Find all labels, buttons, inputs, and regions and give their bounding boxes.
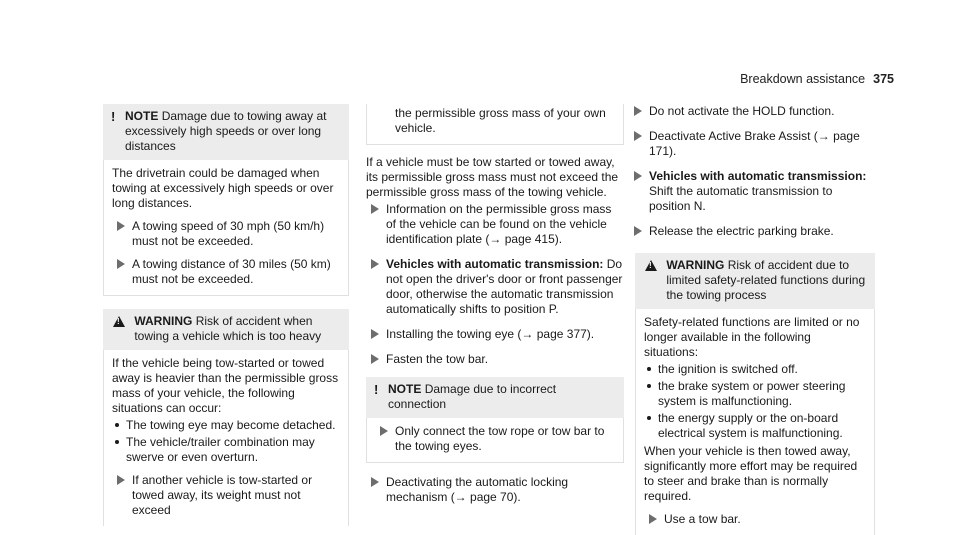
step-item: Deactivating the automatic locking mechanism (→ page 70).	[366, 475, 624, 505]
notice-body	[103, 160, 349, 296]
warning-body	[103, 350, 349, 526]
warning-header	[635, 253, 875, 309]
step-arrow-icon	[117, 259, 125, 269]
warning-title: Risk of accident when towing a vehicle which is too heavy	[134, 314, 322, 343]
step-arrow-icon	[117, 475, 125, 485]
bullet-item: the brake system or power steering system is malfunctioning.	[644, 379, 866, 409]
step-item: Do not activate the HOLD function.	[629, 104, 875, 119]
notice-icon: !	[374, 382, 379, 397]
warning-continuation: the permissible gross mass of your own vehicle.	[366, 104, 624, 145]
notice-label: NOTE	[125, 109, 159, 123]
step-arrow-icon	[634, 171, 642, 181]
step-arrow-icon	[634, 131, 642, 141]
step-arrow-icon	[117, 221, 125, 231]
column-3	[629, 104, 875, 535]
step-item: If another vehicle is tow-started or towed away, its weight must not exceed	[112, 473, 340, 518]
step-arrow-icon	[371, 204, 379, 214]
step-item: A towing speed of 30 mph (50 km/h) must not be exceeded.	[112, 219, 340, 249]
step-item: Installing the towing eye (→ page 377).	[366, 327, 624, 342]
warning-label: WARNING	[666, 258, 725, 272]
page-header	[740, 72, 894, 86]
step-arrow-icon	[371, 259, 379, 269]
step-item: Only connect the tow rope or tow bar to the towing eyes.	[366, 418, 624, 463]
notice-header	[103, 104, 349, 160]
bullet-item: The towing eye may become detached.	[112, 418, 340, 433]
step-arrow-icon	[649, 514, 657, 524]
warning-box	[103, 309, 349, 526]
step-arrow-icon	[634, 106, 642, 116]
step-item: Vehicles with automatic transmission: Do not open the driver's door or front passenger door, otherwise the automatic transmission automatically shifts to position P.	[366, 257, 624, 317]
step-arrow-icon	[634, 226, 642, 236]
warning-title: Risk of accident due to limited safety-related functions during the towing process	[666, 258, 866, 302]
step-arrow-icon	[371, 329, 379, 339]
warning-label: WARNING	[134, 314, 193, 328]
warning-text: If the vehicle being tow-started or towed away is heavier than the permissible gross mass of your vehicle, the following situations can occur:	[112, 356, 339, 415]
notice-header	[366, 377, 624, 418]
notice-title: Damage due to towing away at excessively high speeds or over long distances	[125, 109, 327, 153]
warning-paragraph: When your vehicle is then towed away, significantly more effort may be required to steer and brake than is normally required.	[644, 444, 858, 503]
step-arrow-icon	[371, 354, 379, 364]
notice-box	[103, 104, 349, 296]
notice-title: Damage due to incorrect connection	[388, 382, 557, 411]
column-2	[366, 104, 624, 505]
column-1	[103, 104, 349, 526]
step-item: Use a tow bar.	[644, 512, 866, 527]
warning-body	[635, 309, 875, 535]
page-number: 375	[873, 72, 894, 86]
step-arrow-icon	[371, 477, 379, 487]
warning-icon: !	[113, 316, 125, 327]
step-item: Release the electric parking brake.	[629, 224, 875, 239]
warning-header	[103, 309, 349, 350]
bullet-item: the ignition is switched off.	[644, 362, 866, 377]
notice-label: NOTE	[388, 382, 422, 396]
step-item: Deactivate Active Brake Assist (→ page 171).	[629, 129, 875, 159]
bullet-item: The vehicle/trailer combination may swerve or even overturn.	[112, 435, 340, 465]
warning-icon: !	[645, 260, 657, 271]
notice-box	[366, 377, 624, 463]
step-item: Vehicles with automatic transmission: Shift the automatic transmission to position N.	[629, 169, 875, 214]
section-title: Breakdown assistance	[740, 72, 866, 86]
paragraph: If a vehicle must be tow started or towed away, its permissible gross mass must not exceed the permissible gross mass of the towing vehicle.	[366, 155, 619, 199]
notice-text: The drivetrain could be damaged when towing at excessively high speeds or over long distances.	[112, 166, 334, 210]
notice-icon: !	[111, 109, 116, 124]
step-item: Information on the permissible gross mass of the vehicle can be found on the vehicle identification plate (→ page 415).	[366, 202, 624, 247]
warning-box	[635, 253, 875, 535]
step-item: A towing distance of 30 miles (50 km) must not be exceeded.	[112, 257, 340, 287]
step-arrow-icon	[380, 426, 388, 436]
warning-text: Safety-related functions are limited or no longer available in the following situations:	[644, 315, 860, 359]
bullet-item: the energy supply or the on-board electrical system is malfunctioning.	[644, 411, 866, 441]
step-item: Fasten the tow bar.	[366, 352, 624, 367]
